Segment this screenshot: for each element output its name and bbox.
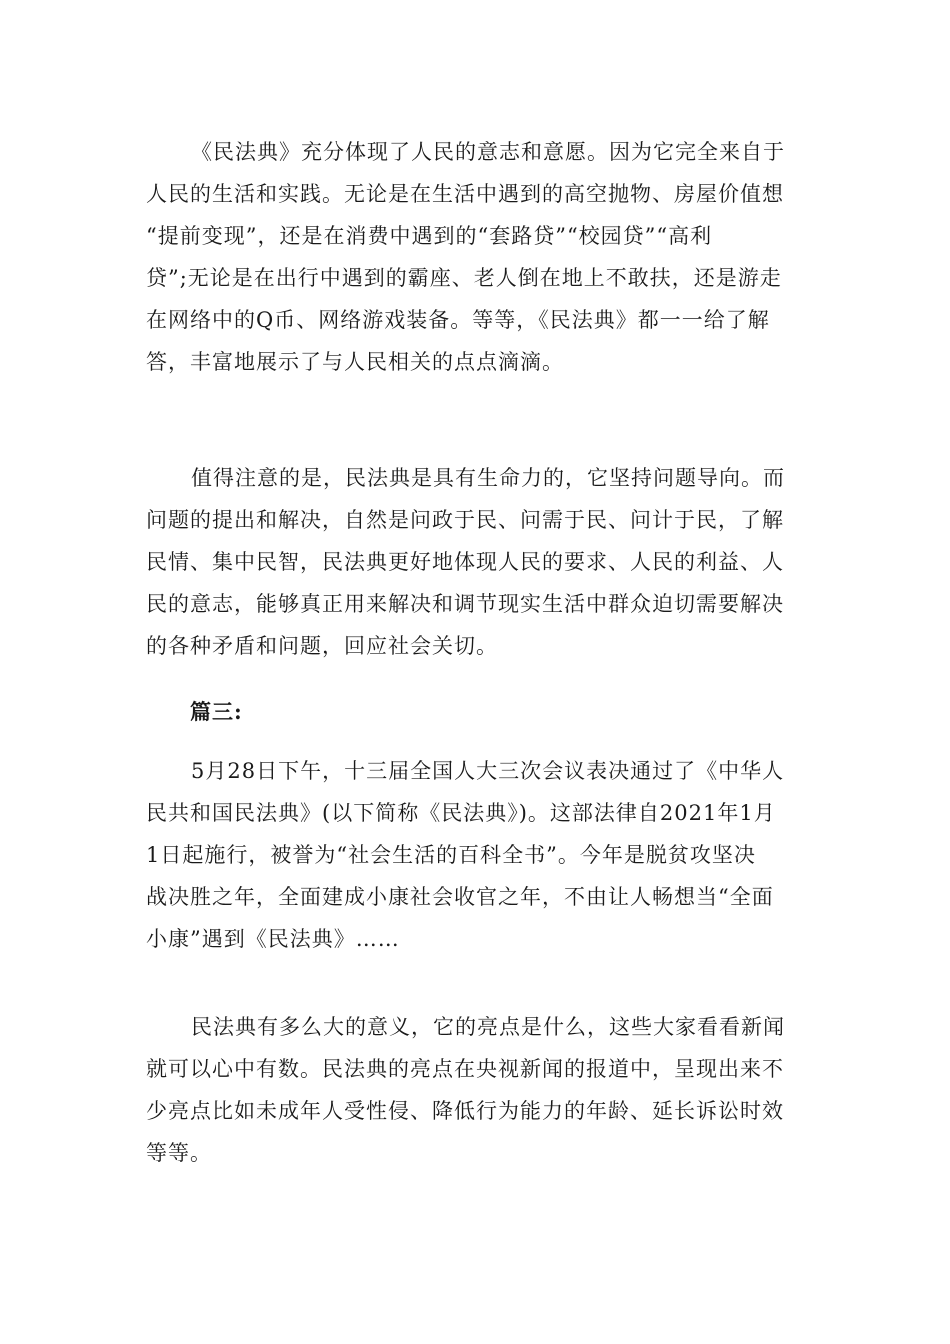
paragraph-line: 等等。 bbox=[146, 1141, 212, 1165]
paragraph-line: 就可以心中有数。民法典的亮点在央视新闻的报道中，呈现出来不 bbox=[146, 1057, 784, 1081]
paragraph-line: 小康”遇到《民法典》…… bbox=[146, 927, 400, 951]
paragraph-3 bbox=[146, 750, 806, 960]
paragraph-line: 民情、集中民智，民法典更好地体现人民的要求、人民的利益、人 bbox=[146, 550, 784, 574]
section-heading: 篇三: bbox=[190, 699, 243, 724]
paragraph-line: 1日起施行，被誉为“社会生活的百科全书”。今年是脱贫攻坚决 bbox=[146, 843, 756, 867]
paragraph-line: “提前变现”，还是在消费中遇到的“套路贷”“校园贷”“高利 bbox=[146, 224, 713, 248]
paragraph-line: 少亮点比如未成年人受性侵、降低行为能力的年龄、延长诉讼时效 bbox=[146, 1099, 784, 1123]
paragraph-line: 答，丰富地展示了与人民相关的点点滴滴。 bbox=[146, 350, 564, 374]
paragraph-line: 民共和国民法典》(以下简称《民法典》)。这部法律自2021年1月 bbox=[146, 801, 776, 825]
paragraph-line: 的各种矛盾和问题，回应社会关切。 bbox=[146, 634, 498, 658]
paragraph-line: 值得注意的是，民法典是具有生命力的，它坚持问题导向。而 bbox=[191, 466, 785, 490]
paragraph-line: 在网络中的Q币、网络游戏装备。等等，《民法典》都一一给了解 bbox=[146, 308, 770, 332]
paragraph-line: 民法典有多么大的意义，它的亮点是什么，这些大家看看新闻 bbox=[191, 1015, 785, 1039]
paragraph-line: 5月28日下午，十三届全国人大三次会议表决通过了《中华人 bbox=[191, 759, 785, 783]
paragraph-line: 贷”;无论是在出行中遇到的霸座、老人倒在地上不敢扶，还是游走 bbox=[146, 266, 782, 290]
paragraph-line: 问题的提出和解决，自然是问政于民、问需于民、问计于民，了解 bbox=[146, 508, 784, 532]
paragraph-2 bbox=[146, 457, 806, 667]
paragraph-line: 战决胜之年，全面建成小康社会收官之年，不由让人畅想当“全面 bbox=[146, 885, 774, 909]
paragraph-line: 民的意志，能够真正用来解决和调节现实生活中群众迫切需要解决 bbox=[146, 592, 784, 616]
paragraph-line: 《民法典》充分体现了人民的意志和意愿。因为它完全来自于 bbox=[191, 140, 785, 164]
paragraph-1 bbox=[146, 131, 806, 383]
paragraph-4 bbox=[146, 1006, 806, 1174]
paragraph-line: 人民的生活和实践。无论是在生活中遇到的高空抛物、房屋价值想 bbox=[146, 182, 784, 206]
